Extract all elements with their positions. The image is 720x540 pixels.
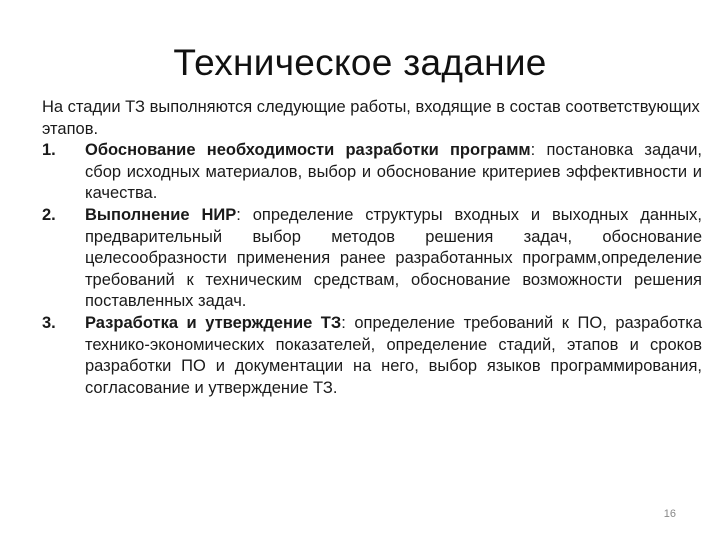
item-heading: Выполнение НИР xyxy=(85,205,237,224)
work-list xyxy=(42,140,702,399)
item-separator: : xyxy=(341,313,346,332)
slide-title: Техническое задание xyxy=(173,42,547,83)
list-item xyxy=(42,140,702,205)
item-text: постановка задачи, сбор исходных материалов, выбор и обоснование критериев эффективности и качества. xyxy=(85,141,702,203)
intro-text: На стадии ТЗ выполняются следующие работы, входящие в состав соответствующих этапов. xyxy=(42,98,700,138)
list-item xyxy=(42,313,702,399)
item-number: 3. xyxy=(42,313,56,332)
item-separator: : xyxy=(236,205,241,224)
list-item xyxy=(42,205,702,313)
item-number: 1. xyxy=(42,141,56,160)
item-heading: Разработка и утверждение ТЗ xyxy=(85,313,342,332)
item-text: определение структуры входных и выходных данных, предварительный выбор методов решения задач, обоснование целесообразности применения ранее разработанных программ,определение требований к техническим средствам, обоснование возможности решения поставленных задач. xyxy=(85,205,702,311)
item-heading: Обоснование необходимости разработки программ xyxy=(85,141,531,160)
page-number: 16 xyxy=(663,508,676,520)
item-separator: : xyxy=(530,141,536,160)
item-text: определение требований к ПО, разработка технико-экономических показателей, определение стадий, этапов и сроков разработки ПО и документации на него, выбор языков программирования, согласование и утверждение ТЗ. xyxy=(85,313,702,397)
slide-body xyxy=(42,97,702,399)
item-number: 2. xyxy=(42,205,56,224)
